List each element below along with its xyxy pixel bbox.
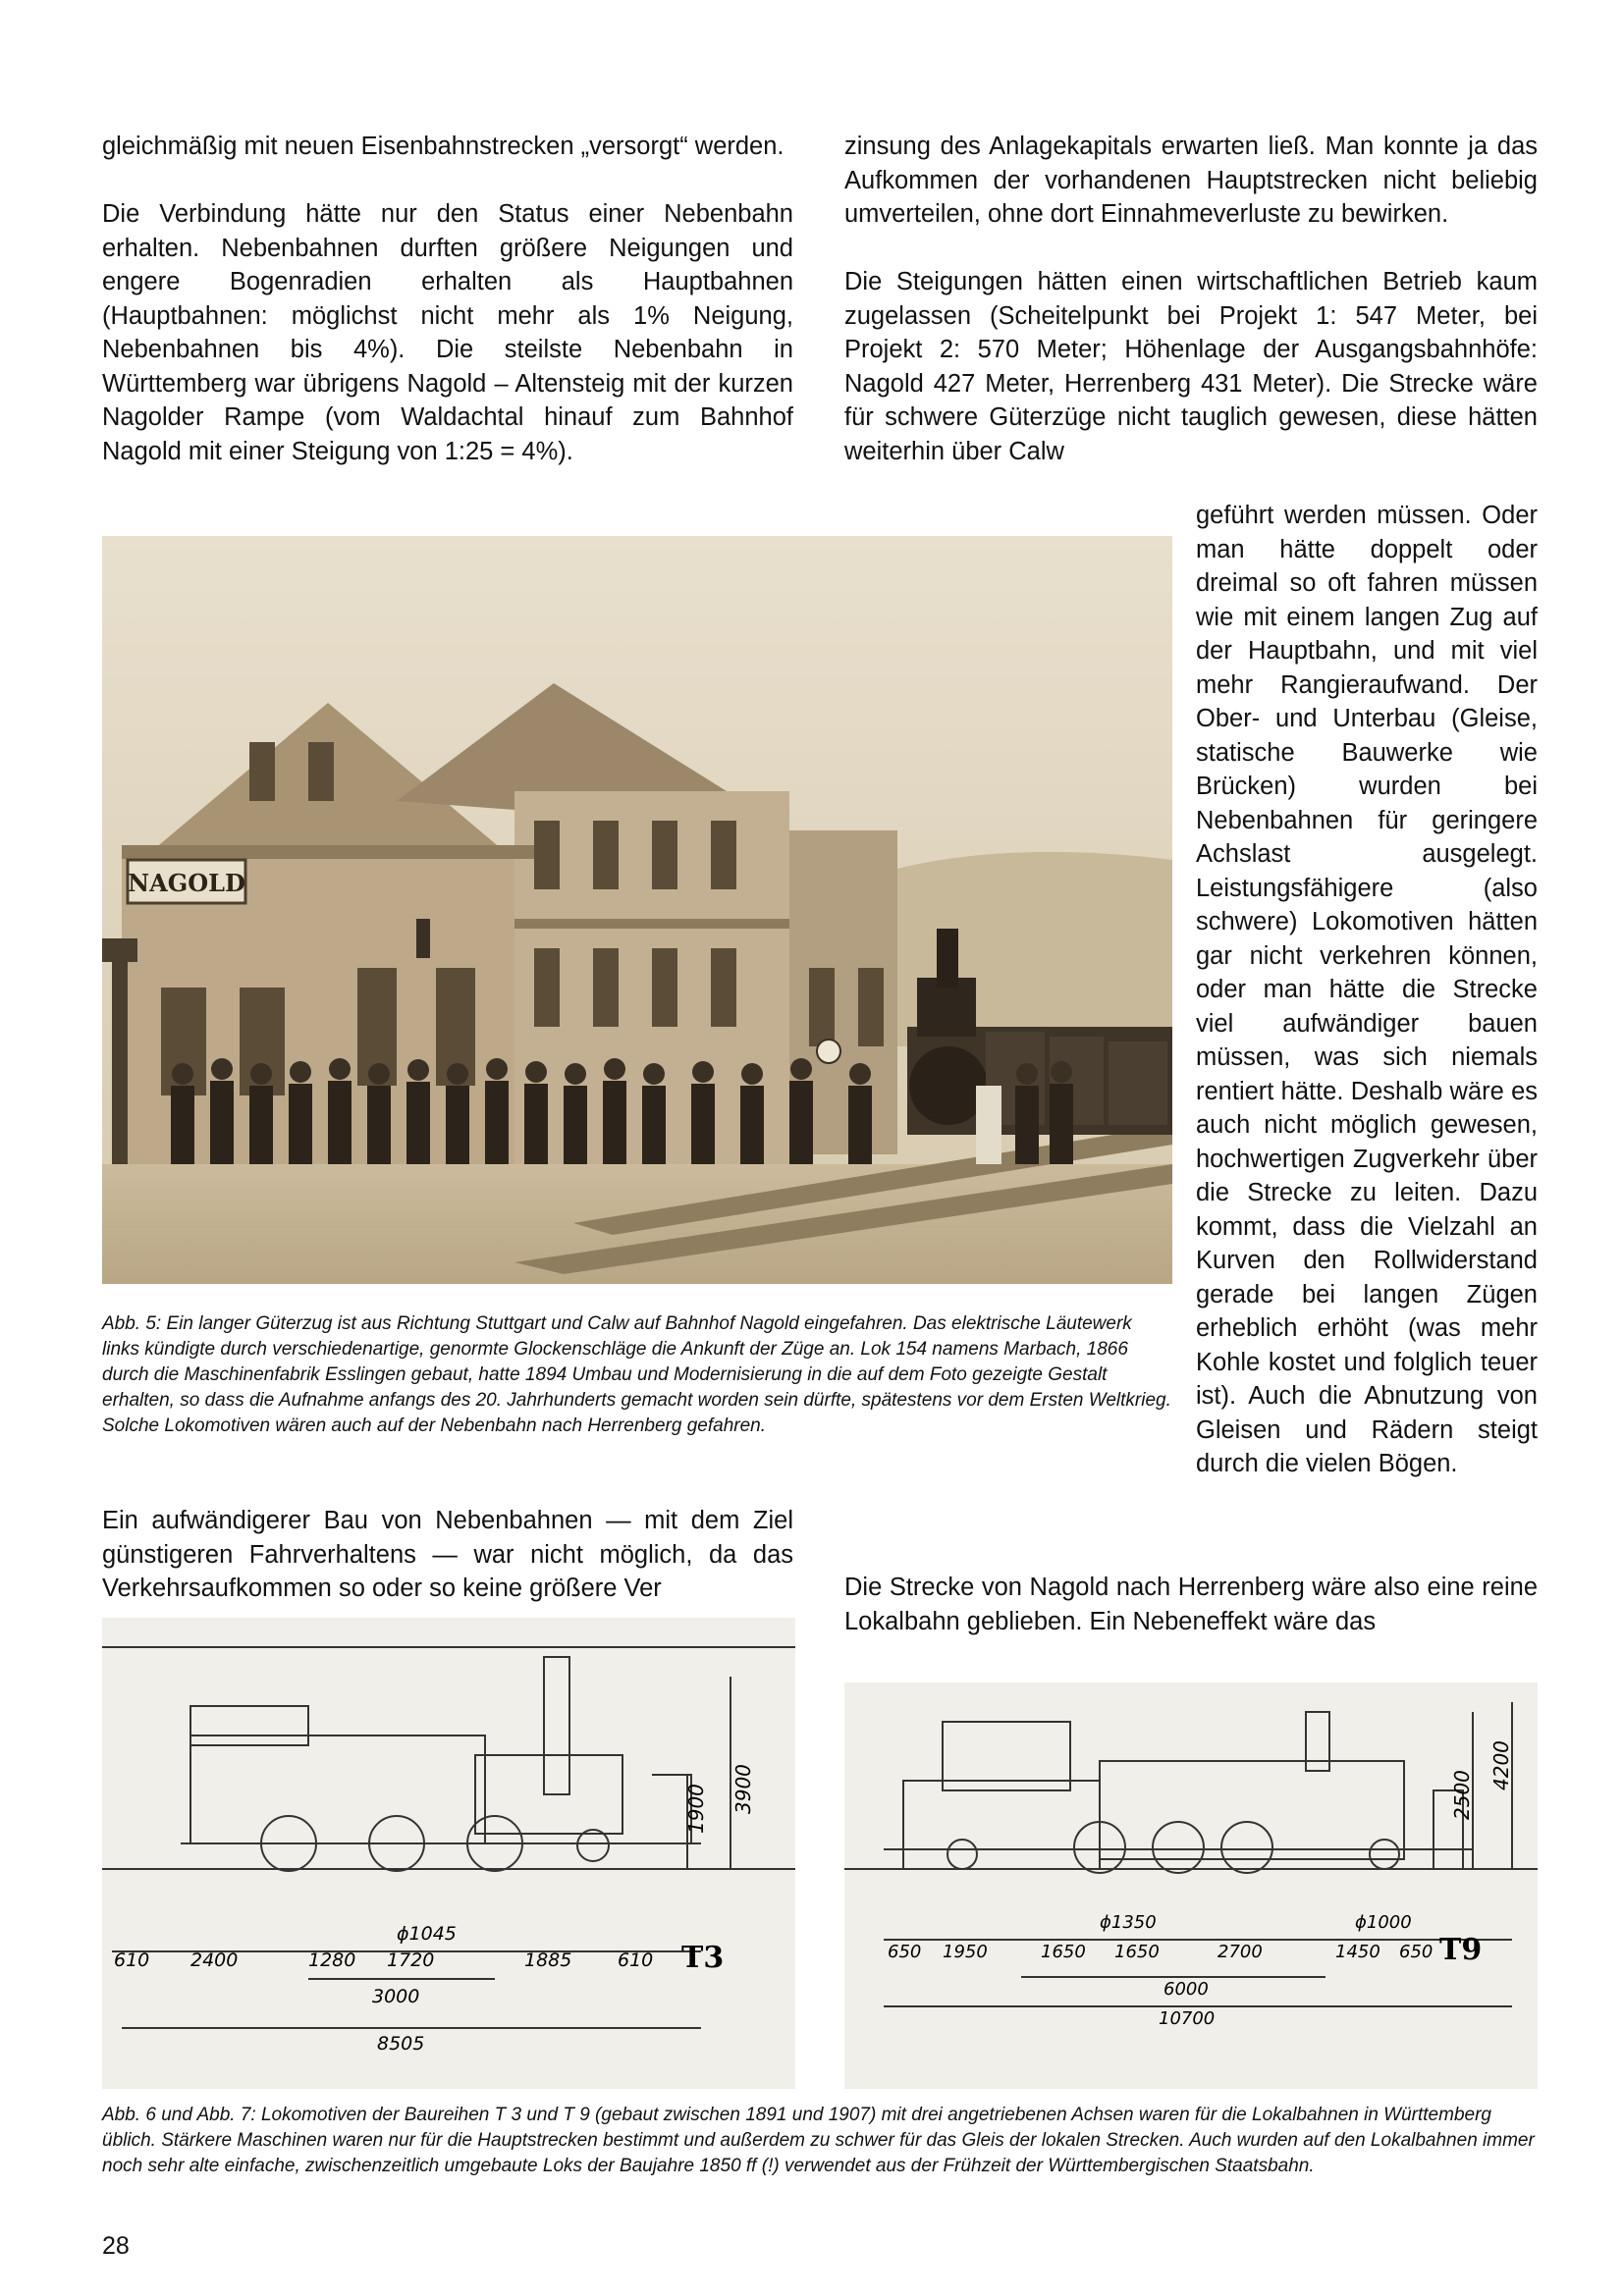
t3-dim-5: 1885 [524,1949,572,1971]
t3-dim-mid: 3000 [372,1986,420,2007]
t3-dim-total: 8505 [377,2033,425,2055]
photo-caption: Abb. 5: Ein langer Güterzug ist aus Richtung Stuttgart und Calw auf Bahnhof Nagold eingefahren. Das elektrische Läutewerk links kündigte durch verschiedenartige, genormte Glockenschläge die Ankunft der Züge an. Lok 154 namens Marbach, 1866 durch die Maschinenfabrik Esslingen gebaut, hatte 1894 Umbau und Modernisierung in die auf dem Foto gezeigte Gestalt erhalten, so dass die Aufnahme anfangs des 20. Jahrhunderts gemacht worden sein dürfte, spätestens vor dem Ersten Weltkrieg. Solche Lokomotiven wären auch auf der Nebenbahn nach Herrenberg gefahren. [102,1313,1171,1436]
t9-label: T9 [1439,1933,1483,1967]
t3-dim-6: 610 [618,1949,654,1971]
drawings-caption: Abb. 6 und Abb. 7: Lokomotiven der Baureihen T 3 und T 9 (gebaut zwischen 1891 und 1907) mit drei angetriebenen Achsen waren für die Lokalbahnen in Württemberg üblich. Stärkere Maschinen waren nur für die Hauptstrecken bestimmt und außerdem zu schwer für das Gleis der lokalen Strecken. Auch wurden auf den Lokalbahnen immer noch sehr alte einfache, zwischenzeitlich umgebaute Loks der Baujahre 1850 ff (!) verwendet aus der Frühzeit der Württembergischen Staatsbahn. [102,2105,1535,2176]
t9-height-1: 2500 [1450,1770,1474,1820]
t3-wheel-diameter: ϕ1045 [397,1923,457,1945]
nagold-station-photo [102,536,1172,1284]
page-number: 28 [102,2232,130,2260]
station-sign-text: NAGOLD [128,869,245,897]
t3-dim-1: 610 [114,1949,150,1971]
right-column-mid-text [844,1571,1538,1638]
right-column-top-text [844,130,1538,468]
paragraph: Die Steigungen hätten einen wirtschaftlichen Betrieb kaum zugelassen (Scheitelpunkt bei Projekt 1: 547 Meter, bei Projekt 2: 570 Meter; Höhenlage der Ausgangsbahnhöfe: Nagold 427 Meter, Herrenberg 431 Meter). Die Strecke wäre für schwere Güterzüge nicht tauglich gewesen, diese hätten weiterhin über Calw [844,268,1538,465]
paragraph: Ein aufwändigerer Bau von Nebenbahnen — mit dem Ziel günstigeren Fahrverhaltens — war nicht möglich, da das Verkehrsaufkommen so oder so keine größere Ver [102,1507,793,1602]
paragraph: gleichmäßig mit neuen Eisenbahnstrecken „versorgt“ werden. [102,133,784,160]
t3-height-2: 3900 [731,1764,755,1814]
t9-wheel-1: ϕ1350 [1100,1912,1157,1933]
t9-locomotive-drawing [844,1682,1538,2089]
t3-dim-2: 2400 [190,1949,239,1971]
t9-dim-6: 1450 [1335,1942,1380,1962]
t9-dim-5: 2700 [1217,1942,1263,1962]
t9-dim-4: 1650 [1114,1942,1160,1962]
t9-dim-1: 650 [888,1942,922,1962]
t3-label: T3 [681,1941,725,1975]
t3-dim-4: 1720 [387,1949,435,1971]
t9-dim-mid: 6000 [1163,1979,1209,2000]
t9-height-2: 4200 [1489,1740,1513,1790]
station-photo-illustration [102,536,1172,1284]
t3-locomotive-drawing [102,1618,795,2089]
t3-dim-3: 1280 [308,1949,356,1971]
t9-dim-7: 650 [1399,1942,1434,1962]
paragraph: geführt werden müssen. Oder man hätte doppelt oder dreimal so oft fahren müssen wie mit einem langen Zug auf der Hauptbahn, und mit viel mehr Rangieraufwand. Der Ober- und Unterbau (Gleise, statische Bauwerke wie Brücken) wurden bei Nebenbahnen für geringere Achslast ausgelegt. Leistungsfähigere (also schwere) Lokomotiven hätten gar nicht verkehren können, oder man hätte die Strecke viel aufwändiger bauen müssen, was sich niemals rentiert hätte. Deshalb wäre es auch nicht möglich gewesen, hochwertigen Zugverkehr über die Strecke zu leiten. Dazu kommt, dass die Vielzahl an Kurven den Rollwiderstand gerade bei langen Zügen erheblich erhöht (was mehr Kohle kostet und folglich teuer ist). Auch die Abnutzung von Gleisen und Rädern steigt durch die vielen Bögen. [1196,502,1538,1477]
t9-drawing-svg [844,1682,1538,2089]
right-column-narrow-text [1196,499,1538,1481]
left-column-top-text [102,130,793,468]
t3-height-1: 1900 [684,1784,708,1834]
t9-wheel-2: ϕ1000 [1355,1912,1412,1933]
t3-drawing-svg [102,1618,795,2089]
left-column-mid-text [102,1504,793,1606]
paragraph: Die Strecke von Nagold nach Herrenberg wäre also eine reine Lokalbahn geblieben. Ein Nebeneffekt wäre das [844,1574,1538,1635]
t9-dim-2: 1950 [943,1942,988,1962]
paragraph: Die Verbindung hätte nur den Status einer Nebenbahn erhalten. Nebenbahnen durften größere Neigungen und engere Bogenradien erhalten als Hauptbahnen (Hauptbahnen: möglichst nicht mehr als 1% Neigung, Nebenbahnen bis 4%). Die steilste Nebenbahn in Württemberg war übrigens Nagold – Altensteig mit der kurzen Nagolder Rampe (vom Waldachtal hinauf zum Bahnhof Nagold mit einer Steigung von 1:25 = 4%). [102,200,793,465]
t9-dim-total: 10700 [1159,2008,1216,2029]
paragraph: zinsung des Anlagekapitals erwarten ließ. Man konnte ja das Aufkommen der vorhandenen Hauptstrecken nicht beliebig umverteilen, ohne dort Einnahmeverluste zu bewirken. [844,133,1538,228]
t9-dim-3: 1650 [1041,1942,1086,1962]
